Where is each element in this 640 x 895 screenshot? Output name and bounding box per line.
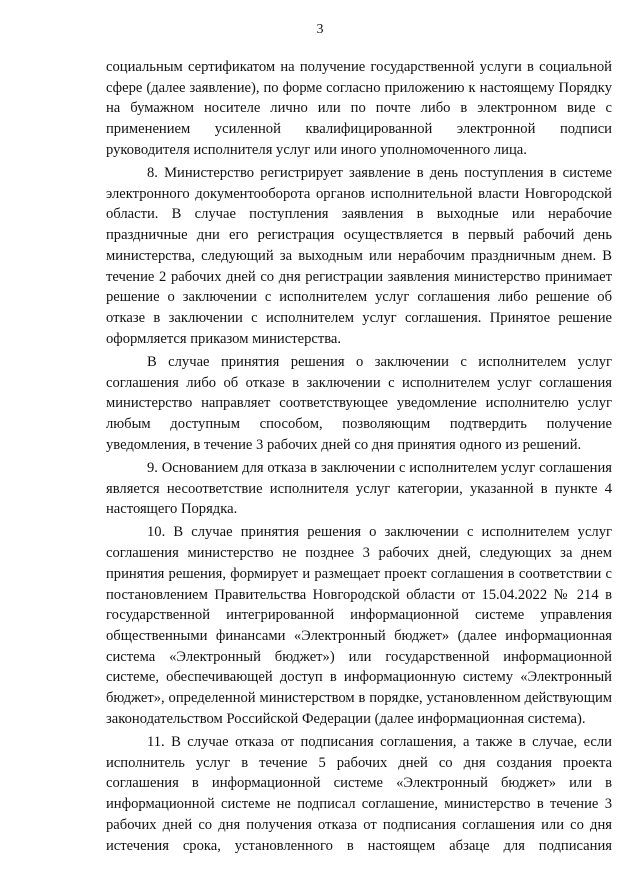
- paragraph-item-11: 11. В случае отказа от подписания соглашения, а также в случае, если исполнитель услуг в течение 5 рабочих дней со дня создания проекта соглашения в информационной системе «Электронный бюджет» или в информационной системе не подписал соглашение, министерство в течение 3 рабочих дней со дня получения отказа от подписания соглашения или со дня истечения срока, установленного в настоящем абзаце для подписания: [106, 734, 612, 854]
- paragraph-item-8: 8. Министерство регистрирует заявление в день поступления в системе электронного документооборота органов исполнительной власти Новгородской области. В случае поступления заявления в выходные или нерабочие праздничные дни его регистрация осуществляется в первый рабочий день министерства, следующий за выходным или нерабочим праздничным днем. В течение 2 рабочих дней со дня регистрации заявления министерство принимает решение о заключении с исполнителем услуг соглашения либо решение об отказе в заключении с исполнителем услуг соглашения. Принятое решение оформляется приказом министерства.: [106, 165, 612, 347]
- page-number: 3: [316, 22, 324, 37]
- paragraph-item-8-notice: В случае принятия решения о заключении с исполнителем услуг соглашения либо об отказе в заключении с исполнителем услуг соглашения министерство направляет соответствующее уведомление исполнителю услуг любым доступным способом, позволяющим подтвердить получение уведомления, в течение 3 рабочих дней со дня принятия одного из решений.: [106, 353, 612, 453]
- paragraph-item-10: 10. В случае принятия решения о заключении с исполнителем услуг соглашения министерство не позднее 3 рабочих дней, следующих за днем принятия решения, формирует и размещает проект соглашения в соответствии с постановлением Правительства Новгородской области от 15.04.2022 № 214 в государственной интегрированной информационной системе управления общественными финансами «Электронный бюджет» (далее информационная система «Электронный бюджет») или государственной информационной системе, обеспечивающей доступ в информационную систему «Электронный бюджет», определенной министерством в порядке, установленном действующим законодательством Российской Федерации (далее информационная система).: [106, 524, 612, 727]
- paragraph-item-9: 9. Основанием для отказа в заключении с исполнителем услуг соглашения является несоответствие исполнителя услуг категории, указанной в пункте 4 настоящего Порядка.: [106, 459, 612, 518]
- document-body: [106, 57, 612, 859]
- paragraph-continuation: социальным сертификатом на получение государственной услуги в социальной сфере (далее заявление), по форме согласно приложению к настоящему Порядку на бумажном носителе лично или по почте либо в электронном виде с применением усиленной квалифицированной электронной подписи руководителя исполнителя услуг или иного уполномоченного лица.: [106, 59, 612, 158]
